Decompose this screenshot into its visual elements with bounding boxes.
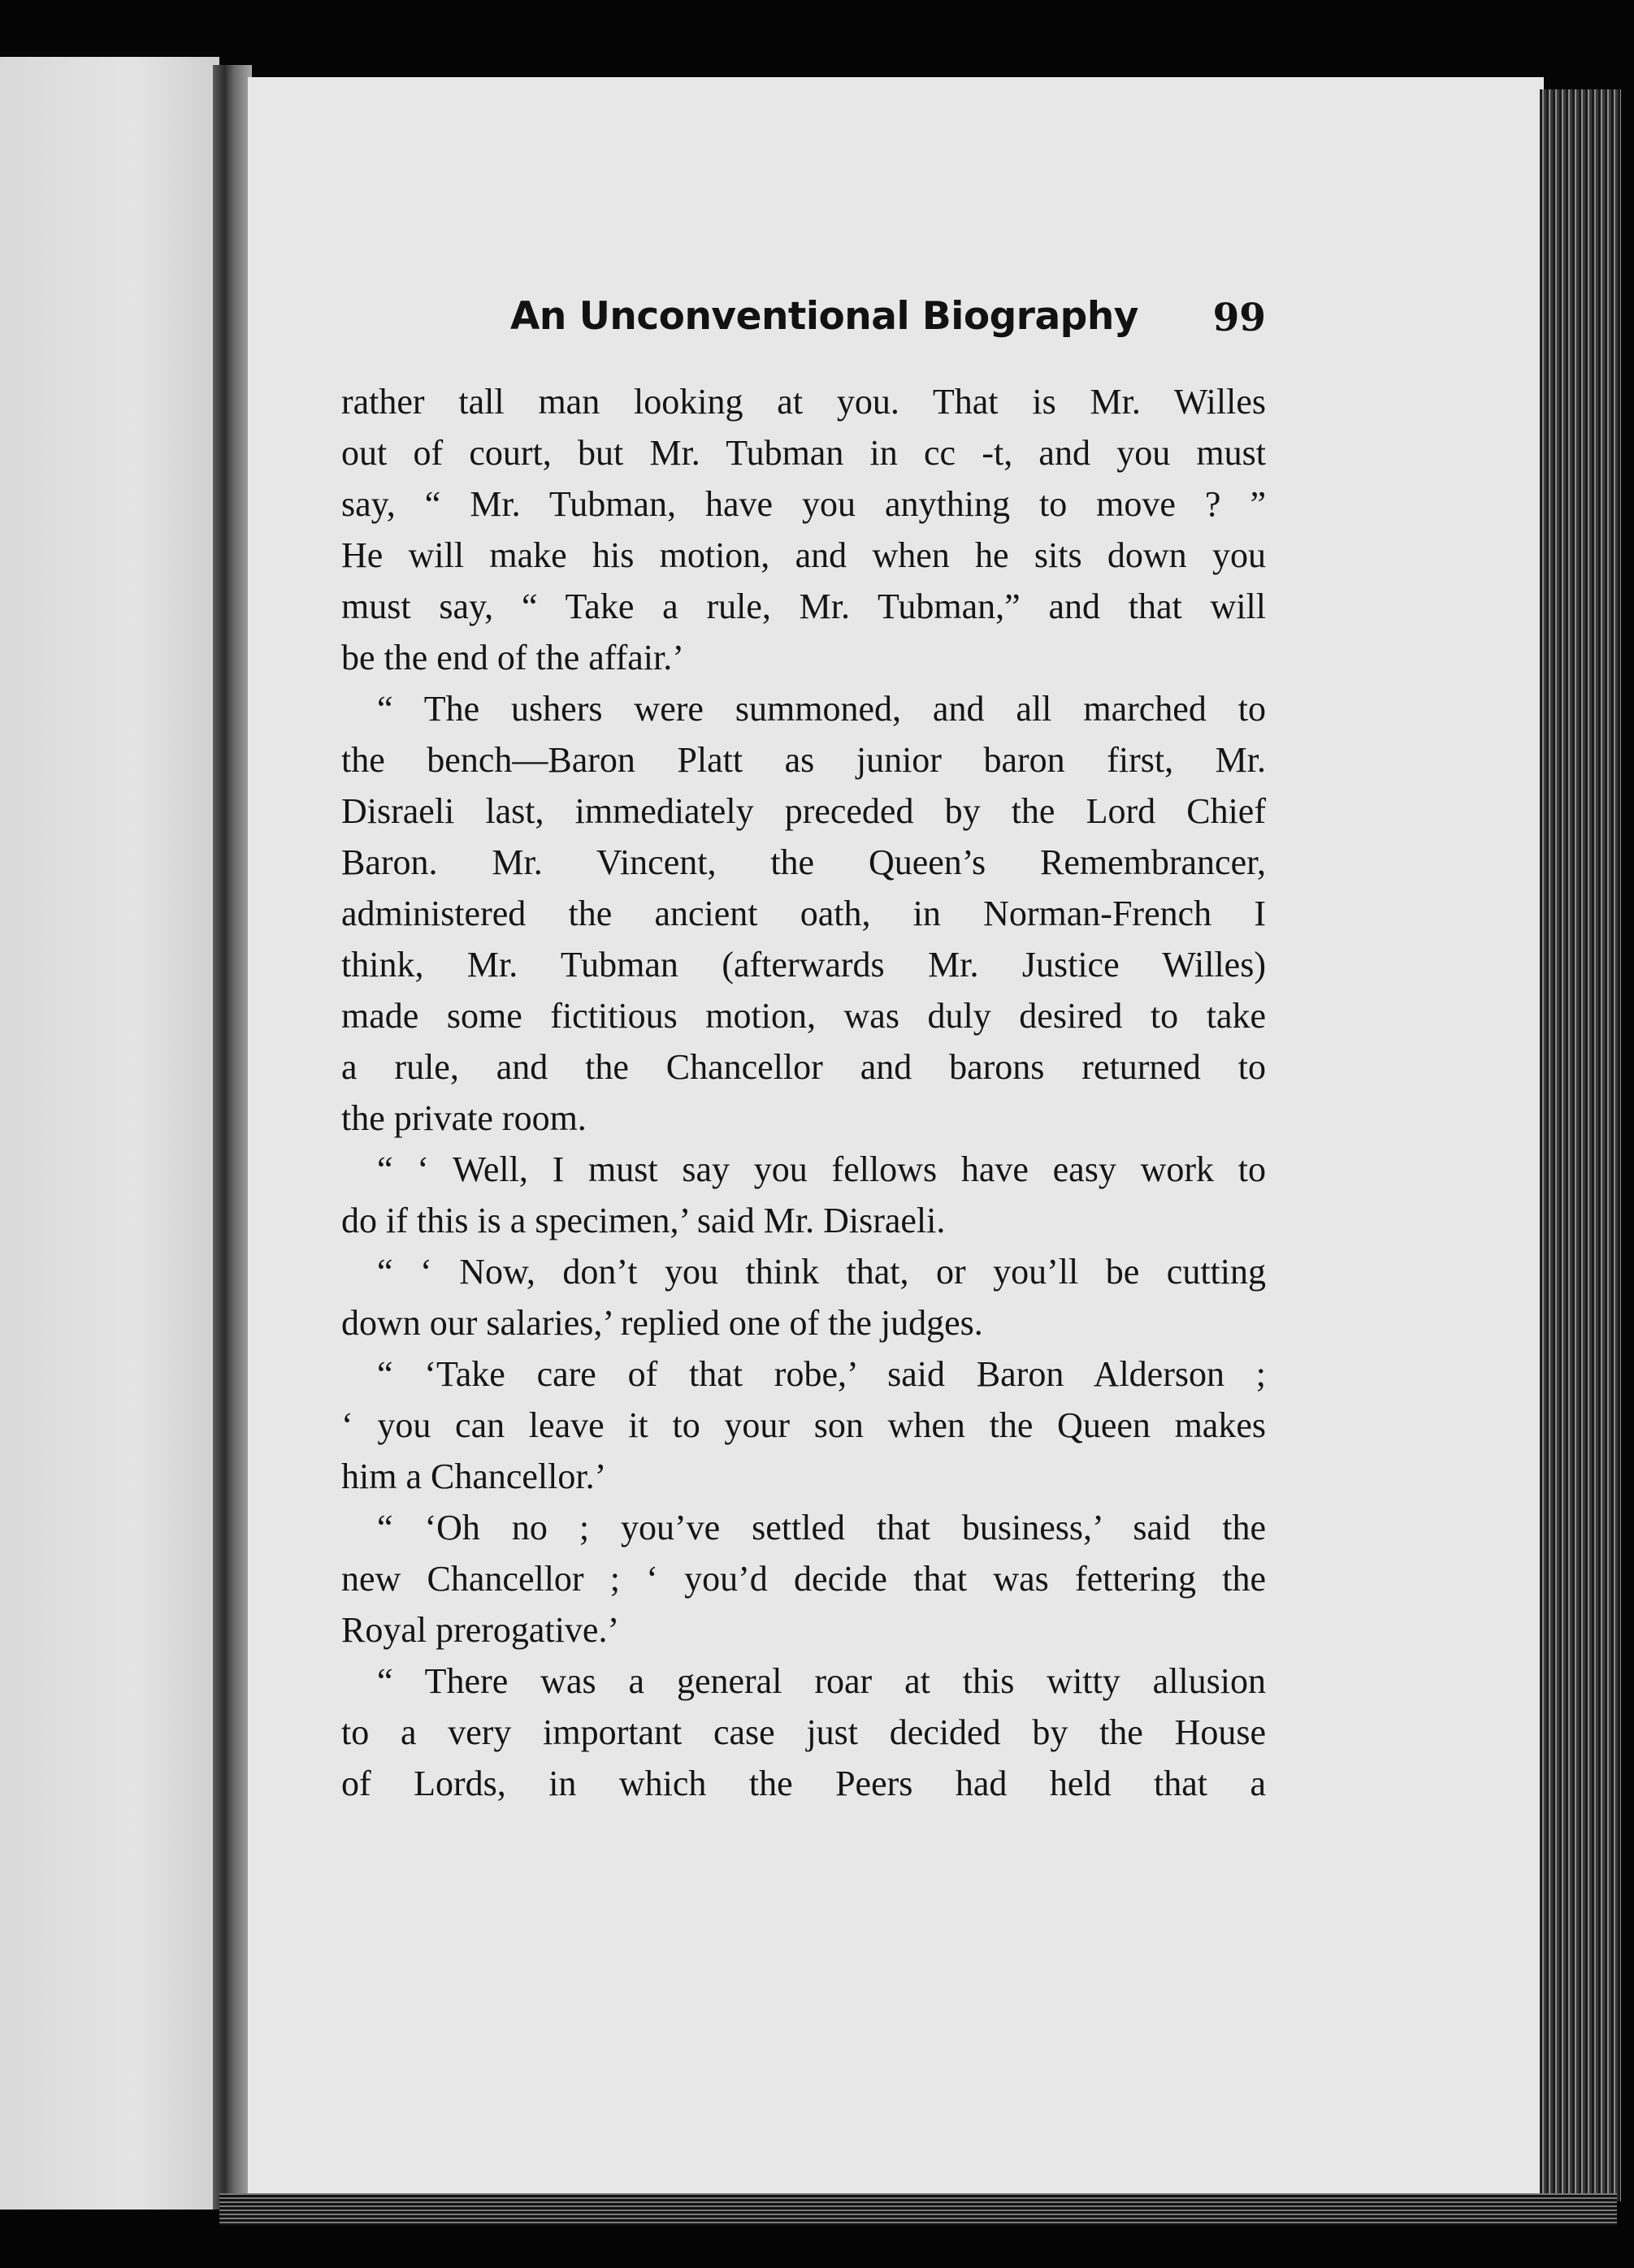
text-line: do if this is a specimen,’ said Mr. Disraeli. [341,1201,946,1240]
text-line: “ ‘ Now, don’t you think that, or you’ll be cutting [377,1252,1266,1292]
text-line: the bench—Baron Platt as junior baron first, Mr. [341,740,1266,780]
facing-page-edge [0,57,219,2210]
page-leaves-edge [1540,89,1621,2201]
text-line: He will make his motion, and when he sits down you [341,535,1266,575]
text-line: “ ‘Oh no ; you’ve settled that business,’ said the [377,1508,1266,1547]
running-head [510,294,1266,351]
text-line: administered the ancient oath, in Norman-French I [341,894,1266,933]
page-number: 99 [1212,296,1266,340]
text-line: must say, “ Take a rule, Mr. Tubman,” and that will [341,586,1266,626]
page-bottom-edge [219,2193,1617,2226]
text-line: made some fictitious motion, was duly desired to take [341,996,1266,1036]
text-line: new Chancellor ; ‘ you’d decide that was fettering the [341,1559,1266,1599]
text-line: Disraeli last, immediately preceded by the Lord Chief [341,791,1266,831]
text-line: of Lords, in which the Peers had held that a [341,1764,1266,1803]
book-gutter [213,65,252,2210]
text-line: “ The ushers were summoned, and all marched to [377,689,1266,729]
text-line: be the end of the affair.’ [341,638,684,677]
text-line: “ There was a general roar at this witty allusion [377,1661,1266,1701]
text-line: out of court, but Mr. Tubman in cc ‐t, and you must [341,433,1266,473]
text-line: Royal prerogative.’ [341,1610,620,1650]
text-line: “ ‘ Well, I must say you fellows have easy work to [377,1149,1266,1189]
text-line: Baron. Mr. Vincent, the Queen’s Remembrancer, [341,842,1266,882]
text-line: say, “ Mr. Tubman, have you anything to move ? ” [341,484,1266,524]
text-line: “ ‘Take care of that robe,’ said Baron Alderson ; [377,1354,1266,1394]
text-line: ‘ you can leave it to your son when the Queen makes [341,1405,1266,1445]
text-line: a rule, and the Chancellor and barons returned to [341,1047,1266,1087]
text-line: to a very important case just decided by the House [341,1712,1266,1752]
text-line: rather tall man looking at you. That is Mr. Willes [341,382,1266,422]
text-line: him a Chancellor.’ [341,1456,607,1496]
text-line: think, Mr. Tubman (afterwards Mr. Justice Willes) [341,945,1266,985]
body-text [341,376,1266,1809]
text-line: the private room. [341,1098,587,1138]
running-head-title: An Unconventional Biography [510,294,1138,339]
text-line: down our salaries,’ replied one of the judges. [341,1303,983,1343]
